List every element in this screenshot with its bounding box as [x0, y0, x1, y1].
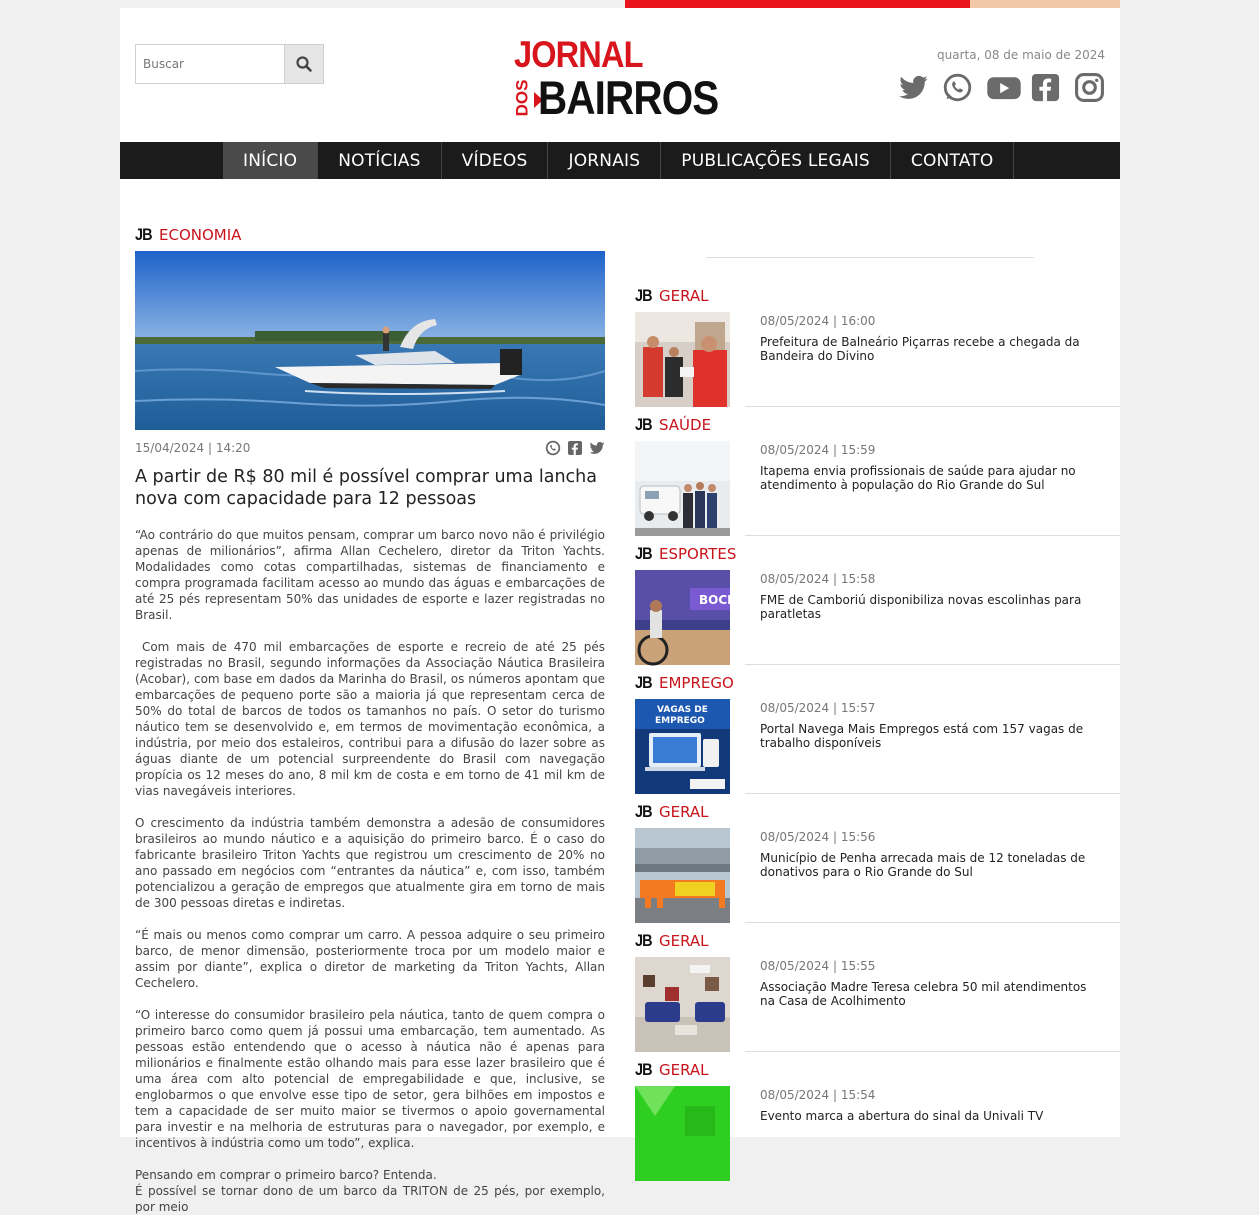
article-paragraph: “Ao contrário do que muitos pensam, comprar um barco novo não é privilégio apenas de milionários”, afirma Allan Cechelero, diretor da Triton Yachts. Modalidades como cotas compartilhadas, sistemas de financiamento e compra programada facilitam acesso ao mundo das águas e embarcações de até 25 pés representam 50% das unidades de esporte e lazer registradas no Brasil.	[135, 528, 605, 622]
nav-item-publicacoes-legais[interactable]: PUBLICAÇÕES LEGAIS	[661, 142, 891, 179]
news-item-title[interactable]: Prefeitura de Balneário Piçarras recebe a chegada da Bandeira do Divino	[760, 335, 1080, 363]
news-item-section-tag[interactable]	[635, 673, 734, 693]
main-article-body	[135, 527, 609, 1215]
section-label: GERAL	[659, 803, 709, 821]
thumb-text-emprego: EMPREGO	[655, 716, 705, 726]
nav-item-videos[interactable]: VÍDEOS	[442, 142, 549, 179]
top-ad-banner[interactable]	[625, 0, 970, 8]
youtube-icon[interactable]	[986, 72, 1017, 103]
section-label: ECONOMIA	[159, 226, 242, 244]
article-paragraph: Com mais de 470 mil embarcações de esporte e recreio de até 25 pés registradas no Brasil, segundo informações da Associação Náutica Brasileira (Acobar), com base em dados da Marinha do Brasil, os números apontam que embarcações de pequeno porte são a maioria já que representam cerca de 50% do total de barcos de todos os tamanhos no país. O setor do turismo náutico tem se desenvolvido e, em termos de movimentação econômica, a indústria, por meio dos estaleiros, contribui para a difusão do lazer sobre as águas diante de um potencial surpreendente do Brasil com navegação propícia os 12 meses do ano, 8 mil km de costa e em torno de 41 mil km de vias navegáveis interiores.	[135, 640, 609, 798]
news-item-timestamp: 08/05/2024 | 16:00	[760, 314, 876, 328]
search-form	[135, 44, 324, 84]
search-icon	[296, 56, 312, 72]
news-item-title[interactable]: Município de Penha arrecada mais de 12 toneladas de donativos para o Rio Grande do Sul	[760, 851, 1086, 879]
news-item-title[interactable]: Evento marca a abertura do sinal da Univali TV	[760, 1109, 1044, 1123]
news-item-timestamp: 08/05/2024 | 15:54	[760, 1088, 876, 1102]
instagram-icon[interactable]	[1074, 72, 1105, 103]
social-links	[898, 72, 1105, 103]
logo-text-bairros: BAIRROS	[538, 71, 719, 124]
news-item-thumbnail[interactable]	[635, 1086, 730, 1181]
site-logo[interactable]	[512, 36, 727, 122]
jb-logo: JB	[635, 286, 652, 305]
news-item-section-tag[interactable]	[635, 415, 711, 435]
news-item[interactable]	[635, 415, 1120, 544]
jb-logo: JB	[635, 544, 652, 563]
news-item-thumbnail[interactable]	[635, 699, 730, 794]
news-item-thumbnail[interactable]	[635, 441, 730, 536]
latest-news-list	[635, 286, 1120, 1189]
share-twitter-icon[interactable]	[589, 440, 605, 456]
thumb-text-boch: BOCH	[699, 593, 738, 607]
news-item-section-tag[interactable]	[635, 544, 736, 564]
section-label: ESPORTES	[659, 545, 737, 563]
section-label: GERAL	[659, 932, 709, 950]
main-article-title[interactable]: A partir de R$ 80 mil é possível comprar uma lancha nova com capacidade para 12 pessoas	[135, 467, 597, 509]
main-nav	[120, 142, 1120, 179]
share-whatsapp-icon[interactable]	[545, 440, 561, 456]
search-button[interactable]	[284, 45, 323, 83]
news-item-timestamp: 08/05/2024 | 15:55	[760, 959, 876, 973]
nav-item-noticias[interactable]: NOTÍCIAS	[318, 142, 441, 179]
news-item-thumbnail[interactable]	[635, 570, 738, 665]
news-item-timestamp: 08/05/2024 | 15:56	[760, 830, 876, 844]
jb-logo: JB	[635, 931, 652, 950]
news-item-title[interactable]: Portal Navega Mais Empregos está com 157 vagas de trabalho disponíveis	[760, 722, 1084, 750]
section-label: GERAL	[659, 287, 709, 305]
article-paragraph: Pensando em comprar o primeiro barco? Entenda.	[135, 1168, 437, 1182]
news-item-timestamp: 08/05/2024 | 15:57	[760, 701, 876, 715]
news-item-divider	[745, 406, 1120, 407]
page	[120, 0, 1120, 1214]
jb-logo: JB	[635, 1060, 652, 1079]
news-item-thumbnail[interactable]	[635, 957, 730, 1052]
news-item-title[interactable]: FME de Camboriú disponibiliza novas escolinhas para paratletas	[760, 593, 1082, 621]
news-item[interactable]	[635, 544, 1120, 673]
jb-logo: JB	[635, 673, 652, 692]
news-item[interactable]	[635, 1060, 1120, 1189]
news-item-divider	[745, 535, 1120, 536]
news-item-title[interactable]: Associação Madre Teresa celebra 50 mil atendimentos na Casa de Acolhimento	[760, 980, 1087, 1008]
news-item-thumbnail[interactable]	[635, 312, 730, 407]
jb-logo: JB	[135, 225, 152, 244]
facebook-icon[interactable]	[1030, 72, 1061, 103]
share-buttons	[545, 440, 605, 456]
article-paragraph: É possível se tornar dono de um barco da TRITON de 25 pés, por exemplo, por meio	[135, 1184, 605, 1214]
main-article-section-tag[interactable]	[135, 225, 241, 245]
article-paragraph: O crescimento da indústria também demonstra a adesão de consumidores brasileiros ao mundo náutico e a aquisição do primeiro barco. É o caso do fabricante brasileiro Triton Yachts que registrou um crescimento de 20% no ano passado em negócios com “entrantes da náutica” e, com isso, também potencializou a geração de empregos que atualmente gira em torno de mais de 300 pessoas diretas e indiretas.	[135, 816, 605, 910]
top-ad-banner-image[interactable]	[970, 0, 1120, 8]
news-item[interactable]	[635, 286, 1120, 415]
logo-text-dos: DOS	[512, 79, 532, 117]
news-item-divider	[745, 664, 1120, 665]
share-facebook-icon[interactable]	[567, 440, 583, 456]
main-article-image[interactable]	[135, 251, 605, 430]
news-item-timestamp: 08/05/2024 | 15:58	[760, 572, 876, 586]
news-item[interactable]	[635, 802, 1120, 931]
news-item[interactable]	[635, 931, 1120, 1060]
news-item-timestamp: 08/05/2024 | 15:59	[760, 443, 876, 457]
article-paragraph: “O interesse do consumidor brasileiro pela náutica, tanto de quem compra o primeiro barco como quem já possui uma embarcação, tem aumentado. As pessoas estão entendendo que o acesso à náutica não é apenas para milionários e finalmente estão olhando mais para esse lazer brasileiro que é uma área com alto potencial de empregabilidade e que, inclusive, se englobarmos o que envolve esse tipo de setor, gera bilhões em impostos e tem a capacidade de ser muito maior se tivermos o apoio governamental para investir e na melhoria de estruturas para o navegador, por exemplo, e incentivos à indústria como um todo”, explica.	[135, 1008, 605, 1150]
top-ad-strip	[120, 0, 1120, 8]
main-article-meta	[135, 440, 605, 456]
search-input[interactable]	[136, 45, 284, 83]
whatsapp-icon[interactable]	[942, 72, 973, 103]
jb-logo: JB	[635, 802, 652, 821]
news-item-section-tag[interactable]	[635, 931, 709, 951]
news-item-divider	[745, 793, 1120, 794]
news-item-title[interactable]: Itapema envia profissionais de saúde para ajudar no atendimento à população do Rio Grande do Sul	[760, 464, 1076, 492]
jb-logo: JB	[635, 415, 652, 434]
nav-item-contato[interactable]: CONTATO	[891, 142, 1015, 179]
current-date: quarta, 08 de maio de 2024	[937, 48, 1105, 62]
thumb-text-vagas: VAGAS DE	[657, 705, 708, 715]
news-item-thumbnail[interactable]	[635, 828, 730, 923]
news-item-section-tag[interactable]	[635, 802, 709, 822]
news-item[interactable]	[635, 673, 1120, 802]
nav-item-inicio[interactable]: INÍCIO	[223, 142, 318, 179]
nav-item-jornais[interactable]: JORNAIS	[548, 142, 661, 179]
news-item-section-tag[interactable]	[635, 286, 709, 306]
news-item-section-tag[interactable]	[635, 1060, 709, 1080]
main-article-timestamp: 15/04/2024 | 14:20	[135, 441, 251, 455]
section-label: GERAL	[659, 1061, 709, 1079]
news-item-divider	[745, 1051, 1120, 1052]
section-label: SAÚDE	[659, 416, 712, 434]
logo-text-jornal: JORNAL	[514, 34, 643, 75]
section-label: EMPREGO	[659, 674, 734, 692]
article-paragraph: “É mais ou menos como comprar um carro. A pessoa adquire o seu primeiro barco, de menor dimensão, posteriormente troca por um modelo maior e assim por diante”, explica o diretor de marketing da Triton Yachts, Allan Cechelero.	[135, 928, 605, 990]
sidebar-divider	[706, 257, 1034, 258]
twitter-icon[interactable]	[898, 72, 929, 103]
news-item-divider	[745, 922, 1120, 923]
